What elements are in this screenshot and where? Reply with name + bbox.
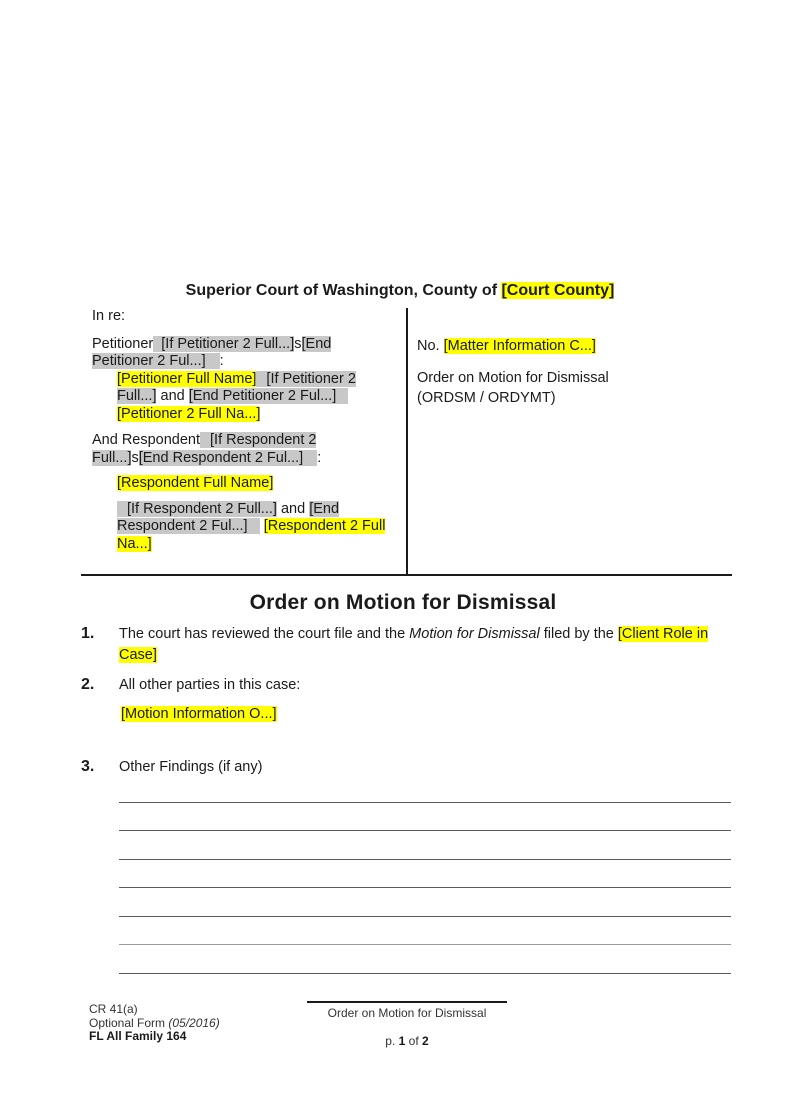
item-3-number: 3. xyxy=(81,758,95,775)
findings-line-3[interactable] xyxy=(119,859,731,860)
case-no-label: No. xyxy=(417,338,440,354)
petitioner-2-cond-end[interactable]: [End Petitioner 2 Ful...] xyxy=(188,388,337,404)
matter-information-field[interactable]: [Matter Information C...] xyxy=(443,338,596,354)
petitioner-2-name-field[interactable]: [Petitioner 2 Full Na...] xyxy=(117,405,261,422)
respondent-2-name-field[interactable]: [Respondent 2 Full Na...] xyxy=(117,518,386,552)
respondent-colon: : xyxy=(317,449,322,466)
petitioner-line xyxy=(92,336,392,371)
in-re-label: In re: xyxy=(92,308,126,324)
caption-case-info xyxy=(417,336,727,408)
footer-rule: CR 41(a) xyxy=(89,1002,138,1016)
petitioner-full-name-field[interactable]: [Petitioner Full Name] xyxy=(117,370,257,387)
item-2-field-line xyxy=(121,704,733,725)
findings-line-6[interactable] xyxy=(119,944,731,945)
item-2-number: 2. xyxy=(81,676,95,693)
item-1-number: 1. xyxy=(81,625,95,642)
motion-information-field[interactable]: [Motion Information O...] xyxy=(121,706,277,722)
footer-optional-form: Optional Form (05/2016) xyxy=(89,1015,220,1030)
footer-page-number: p. 1 of 2 xyxy=(385,1034,429,1048)
respondent-plural-s: s xyxy=(131,449,139,466)
caption-vertical-divider xyxy=(406,308,408,575)
findings-line-7[interactable] xyxy=(119,973,731,974)
footer-form-date: (05/2016) xyxy=(168,1015,220,1030)
footer-form-info xyxy=(89,1003,220,1044)
petitioner-cond-end[interactable]: [End Petitioner 2 Ful...] xyxy=(92,335,332,369)
petitioner-and-word: and xyxy=(160,388,185,404)
respondent-2-cond[interactable]: [If Respondent 2 Full...] xyxy=(117,501,277,517)
respondent-2-cond-end[interactable]: [End Respondent 2 Ful...] xyxy=(117,500,340,534)
petitioner-2-cond[interactable]: [If Petitioner 2 Full...] xyxy=(117,370,356,404)
petitioner-names xyxy=(92,371,392,424)
findings-line-4[interactable] xyxy=(119,887,731,888)
petitioner-colon: : xyxy=(219,353,224,369)
motion-title-italic: Motion for Dismissal xyxy=(409,626,540,642)
respondent-and-word: and xyxy=(280,500,306,517)
findings-line-1[interactable] xyxy=(119,802,731,803)
respondent-full-name-field[interactable]: [Respondent Full Name] xyxy=(117,475,274,491)
petitioner-plural-s: s xyxy=(294,335,302,352)
findings-line-5[interactable] xyxy=(119,916,731,917)
respondent-cond-start[interactable]: [If Respondent 2 Full...] xyxy=(92,432,317,466)
footer-divider xyxy=(307,1001,507,1003)
client-role-field[interactable]: [Client Role in Case] xyxy=(119,626,709,663)
petitioner-cond-start[interactable]: [If Petitioner 2 Full...] xyxy=(153,336,294,352)
item-3-text: Other Findings (if any) xyxy=(119,759,263,775)
caption-parties xyxy=(92,308,392,553)
respondent-cond-end[interactable]: [End Respondent 2 Ful...] xyxy=(138,449,304,466)
caption-horizontal-divider xyxy=(81,574,732,576)
petitioner-label: Petitioner xyxy=(92,335,154,352)
item-2-text: All other parties in this case: xyxy=(119,677,301,693)
footer-form-code: FL All Family 164 xyxy=(89,1029,187,1043)
document-title: Order on Motion for Dismissal xyxy=(249,591,557,614)
court-title xyxy=(0,281,800,301)
court-prefix: Superior Court of Washington, County of xyxy=(185,282,502,299)
court-county-field[interactable]: [Court County] xyxy=(501,282,615,299)
item-1-text: The court has reviewed the court file and the Motion for Dismissal filed by the [Client Role in Case] xyxy=(119,626,709,663)
order-title-line1: Order on Motion for Dismissal xyxy=(417,370,609,386)
footer-doc-title: Order on Motion for Dismissal xyxy=(327,1006,487,1020)
respondent-line xyxy=(92,432,392,467)
findings-line-2[interactable] xyxy=(119,830,731,831)
order-title-line2: (ORDSM / ORDYMT) xyxy=(417,390,556,406)
case-number-line xyxy=(417,336,727,356)
respondent-2-line xyxy=(92,501,392,554)
respondent-label: And Respondent xyxy=(92,432,201,448)
respondent-name-line xyxy=(92,475,392,493)
